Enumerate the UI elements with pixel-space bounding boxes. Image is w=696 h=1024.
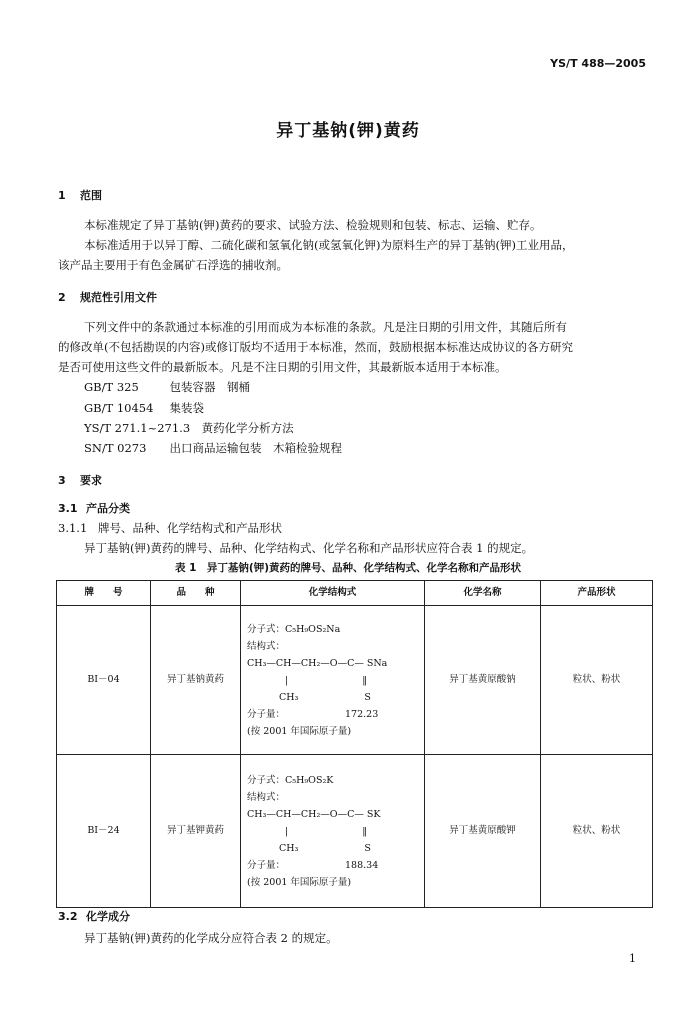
structure-substituents <box>247 689 424 706</box>
column-header-grade: 牌 号 <box>57 581 151 606</box>
section-3-heading <box>58 474 102 488</box>
section-1-paragraph-2-line-1: 本标准适用于以异丁醇、二硫化碳和氢氧化钠(或氢氧化钾)为原料生产的异丁基钠(钾)工业用品， <box>84 238 574 252</box>
column-header-chemical-name: 化学名称 <box>425 581 541 606</box>
variety-cell: 异丁基钠黄药 <box>151 606 241 755</box>
reference-title: 出口商品运输包装 木箱检验规程 <box>169 441 342 455</box>
subsection-title: 牌号、品种、化学结构式和产品形状 <box>98 521 282 535</box>
sulfur-atom: S <box>364 691 371 703</box>
standard-code: YS/T 488—2005 <box>550 57 646 70</box>
shape-cell: 粒状、粉状 <box>541 606 653 755</box>
variety-cell: 异丁基钾黄药 <box>151 755 241 908</box>
section-number: 3 <box>58 474 66 487</box>
subsection-3-2-paragraph: 异丁基钠(钾)黄药的化学成分应符合表 2 的规定。 <box>84 931 338 945</box>
molecular-weight <box>247 706 424 723</box>
structure-main-chain: CH₃—CH—CH₂—O—C— SNa <box>247 657 388 669</box>
reference-item <box>84 441 342 455</box>
structure-main-chain: CH₃—CH—CH₂—O—C— SK <box>247 808 381 820</box>
section-title: 规范性引用文件 <box>80 291 157 304</box>
structure-cell <box>241 606 425 755</box>
section-2-heading <box>58 291 157 305</box>
section-number: 1 <box>58 189 66 202</box>
molecular-weight-note: (按 2001 年国际原子量) <box>247 876 352 888</box>
methyl-group: CH₃ <box>279 842 299 854</box>
table-1 <box>56 580 653 908</box>
section-1-heading <box>58 189 102 203</box>
subsection-number: 3.1.1 <box>58 521 88 535</box>
molecular-weight-label: 分子量： <box>247 859 286 871</box>
grade-cell: BI－04 <box>57 606 151 755</box>
section-1-paragraph-2-line-2: 该产品主要用于有色金属矿石浮选的捕收剂。 <box>58 258 288 272</box>
subsection-title: 产品分类 <box>86 502 130 515</box>
subsection-title: 化学成分 <box>86 910 130 923</box>
section-2-paragraph-line-2: 的修改单(不包括勘误的内容)或修订版均不适用于本标准，然而，鼓励根据本标准达成协议的各方研究 <box>58 340 573 354</box>
molecular-weight-label: 分子量： <box>247 708 286 720</box>
sulfur-atom: S <box>364 842 371 854</box>
single-bond: | <box>285 674 289 686</box>
subsection-number: 3.1 <box>58 502 78 515</box>
molecular-formula: 分子式：C₅H₉OS₂K <box>247 774 334 786</box>
molecular-weight-value: 188.34 <box>345 859 379 871</box>
reference-code: GB/T 10454 <box>84 401 154 415</box>
chemical-name-cell: 异丁基黄原酸钠 <box>425 606 541 755</box>
reference-item <box>84 401 204 415</box>
reference-title: 集装袋 <box>169 401 204 415</box>
shape-cell: 粒状、粉状 <box>541 755 653 908</box>
subsection-3-2-heading <box>58 910 130 924</box>
reference-item <box>84 421 294 435</box>
section-title: 范围 <box>80 189 102 202</box>
structure-bonds <box>247 823 424 840</box>
subsection-3-1-heading <box>58 502 130 516</box>
section-2-paragraph-line-3: 是否可使用这些文件的最新版本。凡是不注日期的引用文件，其最新版本适用于本标准。 <box>58 360 507 374</box>
reference-item <box>84 380 250 394</box>
structure-substituents <box>247 840 424 857</box>
double-bond: ‖ <box>362 674 367 686</box>
chemical-name-cell: 异丁基黄原酸钾 <box>425 755 541 908</box>
column-header-structure: 化学结构式 <box>241 581 425 606</box>
section-1-paragraph-1: 本标准规定了异丁基钠(钾)黄药的要求、试验方法、检验规则和包装、标志、运输、贮存。 <box>84 218 542 232</box>
reference-code: SN/T 0273 <box>84 441 147 455</box>
molecular-weight-value: 172.23 <box>345 708 379 720</box>
single-bond: | <box>285 825 289 837</box>
reference-title: 包装容器 钢桶 <box>169 380 250 394</box>
column-header-shape: 产品形状 <box>541 581 653 606</box>
section-2-paragraph-line-1: 下列文件中的条款通过本标准的引用而成为本标准的条款。凡是注日期的引用文件，其随后所有 <box>84 320 567 334</box>
table-row <box>57 606 653 755</box>
structure-label: 结构式： <box>247 640 286 652</box>
table-header-row <box>57 581 653 606</box>
methyl-group: CH₃ <box>279 691 299 703</box>
molecular-weight <box>247 857 424 874</box>
section-title: 要求 <box>80 474 102 487</box>
section-number: 2 <box>58 291 66 304</box>
column-header-variety: 品 种 <box>151 581 241 606</box>
grade-cell: BI－24 <box>57 755 151 908</box>
subsection-3-1-1-paragraph: 异丁基钠(钾)黄药的牌号、品种、化学结构式、化学名称和产品形状应符合表 1 的规定。 <box>84 541 534 555</box>
document-title: 异丁基钠(钾)黄药 <box>276 121 420 141</box>
reference-title: 黄药化学分析方法 <box>201 421 294 435</box>
structure-bonds <box>247 672 424 689</box>
subsection-3-1-1-heading <box>58 521 282 535</box>
reference-code: YS/T 271.1~271.3 <box>84 421 191 435</box>
molecular-formula: 分子式：C₅H₉OS₂Na <box>247 623 341 635</box>
molecular-weight-note: (按 2001 年国际原子量) <box>247 725 352 737</box>
double-bond: ‖ <box>362 825 367 837</box>
structure-label: 结构式： <box>247 791 286 803</box>
reference-code: GB/T 325 <box>84 380 139 394</box>
page-number: 1 <box>629 952 636 965</box>
table-row <box>57 755 653 908</box>
table-1-caption: 表 1 异丁基钠(钾)黄药的牌号、品种、化学结构式、化学名称和产品形状 <box>174 562 522 574</box>
subsection-number: 3.2 <box>58 910 78 923</box>
structure-cell <box>241 755 425 908</box>
